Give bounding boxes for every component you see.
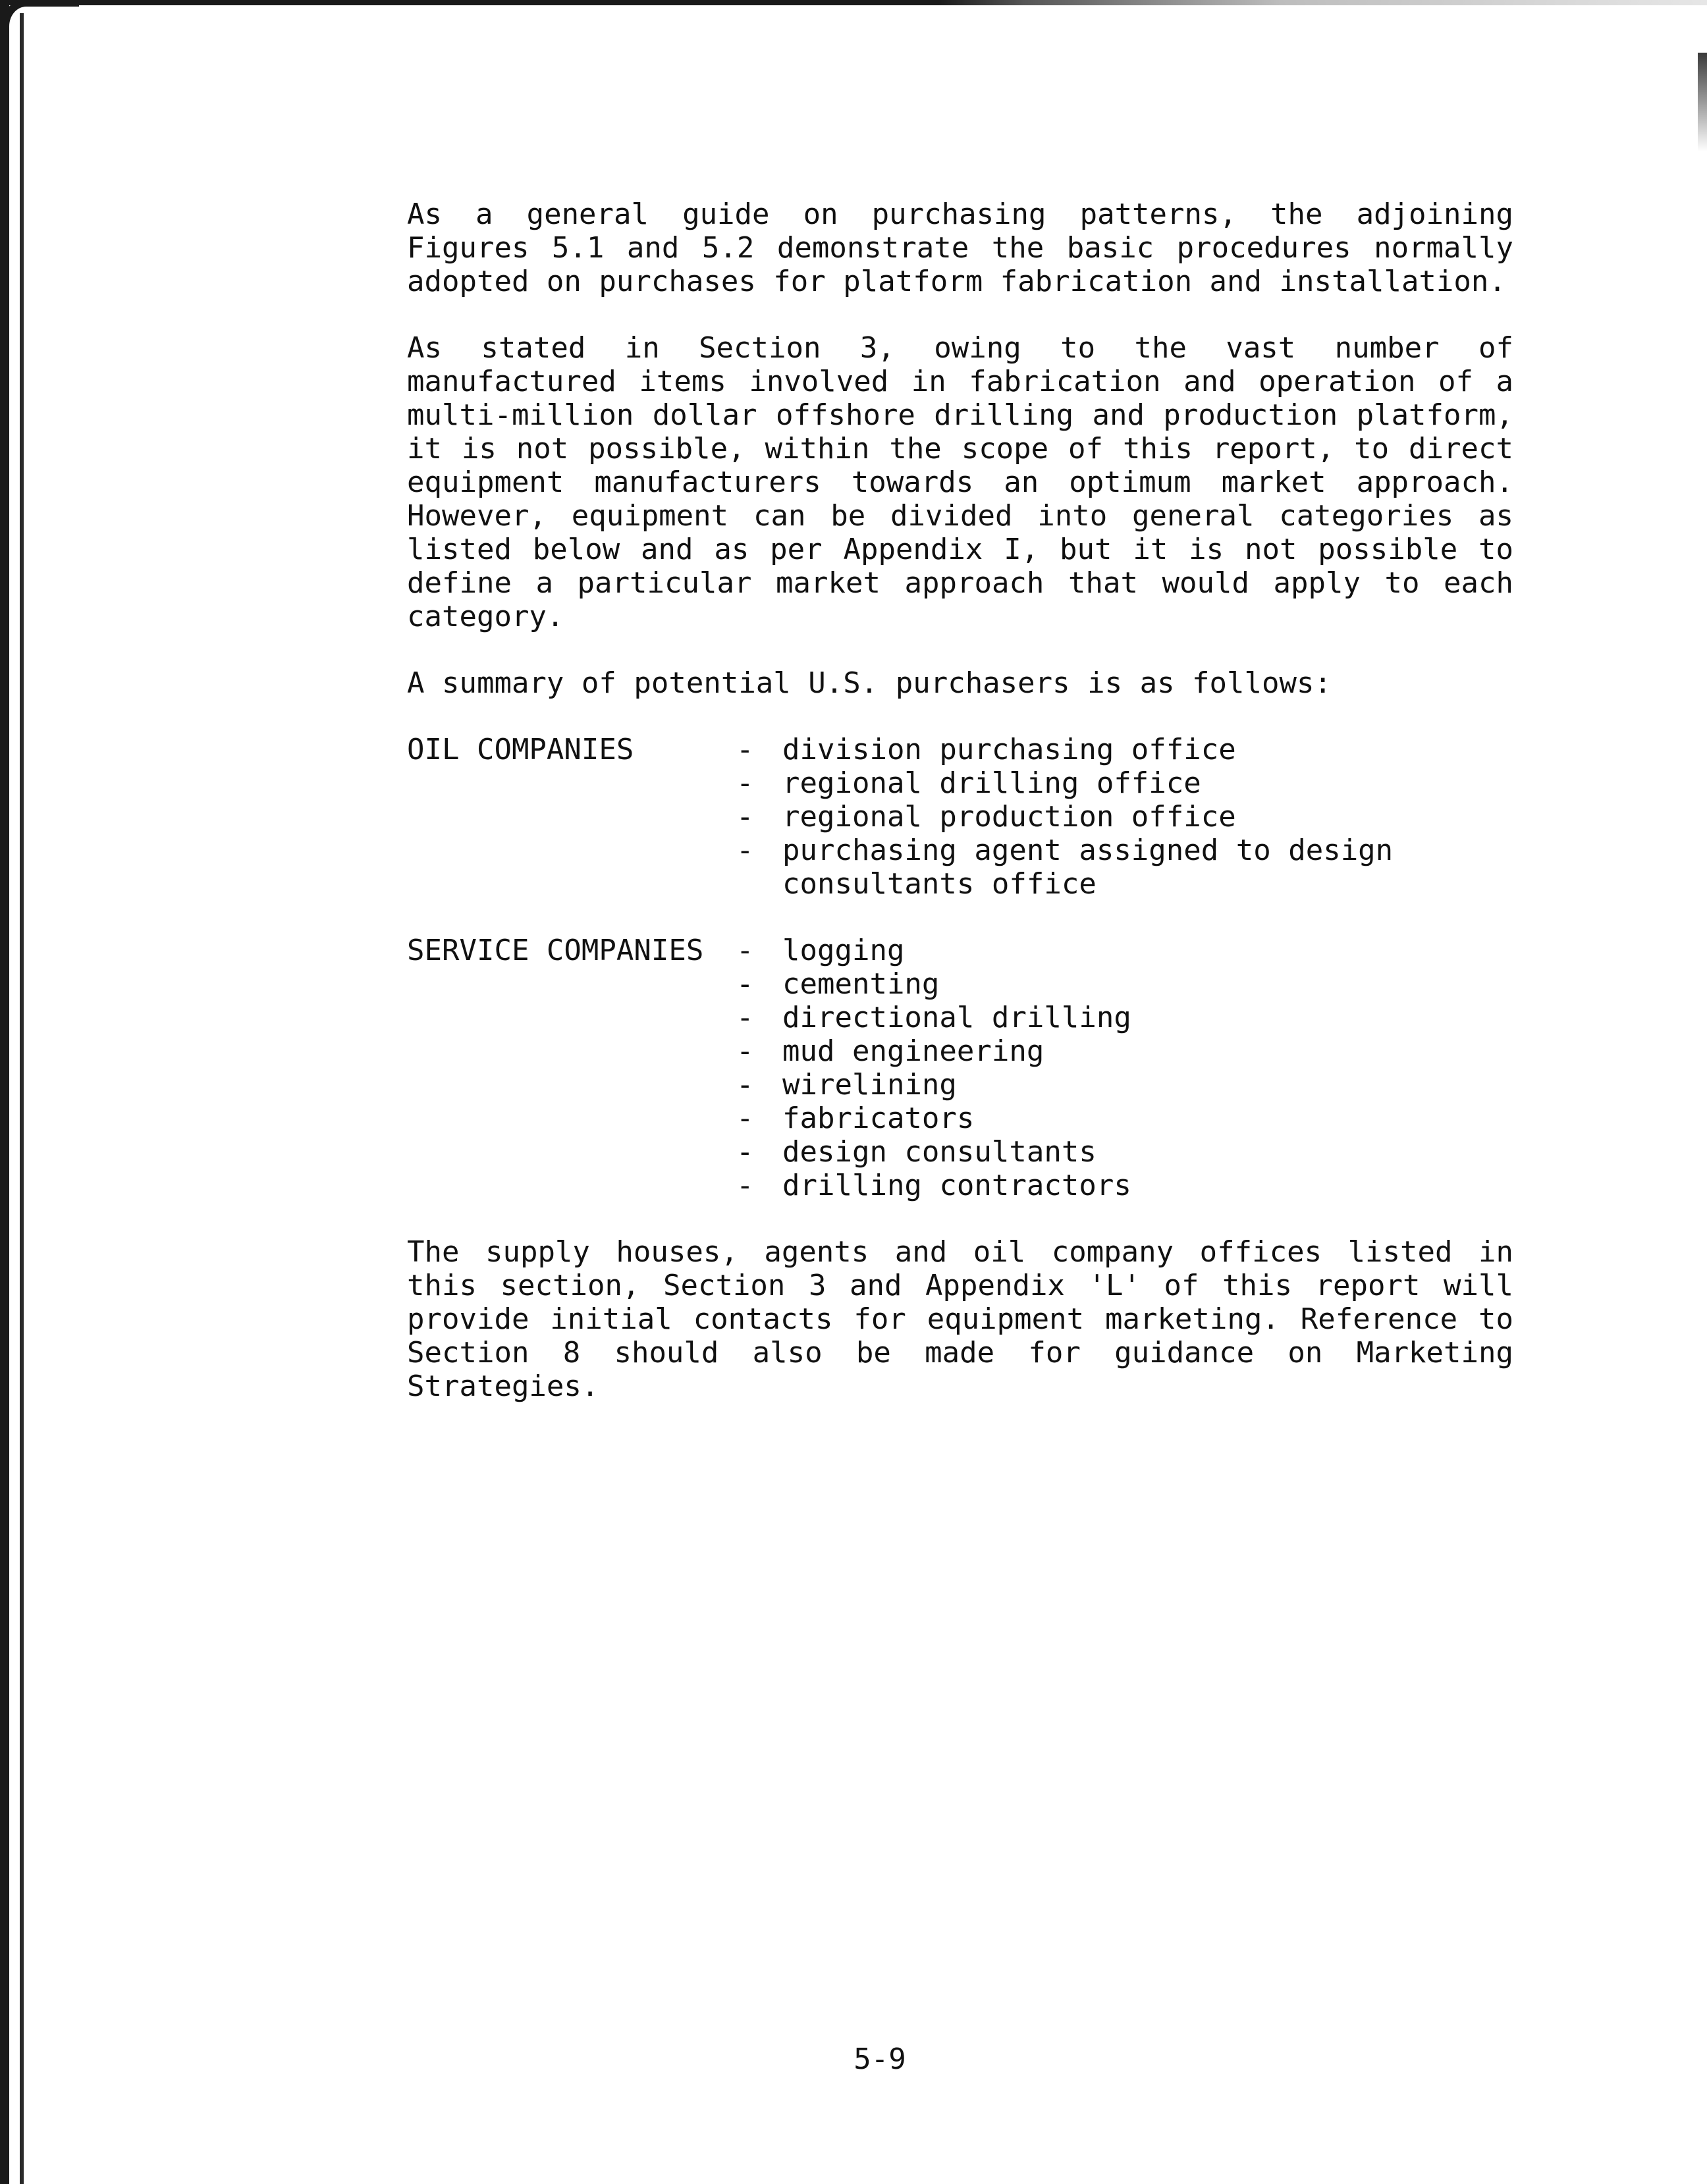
bullet-dash: -: [736, 834, 754, 867]
paragraph-purchasing-patterns: As a general guide on purchasing patterns, the adjoining Figures 5.1 and 5.2 demonstrate the basic procedures normally adopted on purchases for platform fabrication and installation.: [407, 198, 1513, 298]
paragraph-summary-intro: A summary of potential U.S. purchasers is as follows:: [407, 666, 1332, 700]
paragraph-equipment-categories: As stated in Section 3, owing to the vast number of manufactured items involved in fabrication and operation of a multi-million dollar offshore drilling and production platform, it is not possible, within the scope of this report, to direct equipment manufacturers towards an optimum market approach. However, equipment can be divided into general categories as listed below and as per Appendix I, but it is not possible to define a particular market approach that would apply to each category.: [407, 331, 1513, 633]
list-item-text: directional drilling: [782, 1001, 1131, 1034]
list-item-text: regional production office: [782, 800, 1236, 834]
scan-border-top: [0, 0, 1707, 5]
list-item-text: design consultants: [782, 1135, 1097, 1169]
list-item-text: division purchasing office: [782, 733, 1236, 766]
list-item: [736, 834, 1513, 901]
scan-border-right: [1698, 53, 1707, 151]
scan-border-left-inner: [20, 13, 24, 2184]
list-item-text: fabricators: [782, 1102, 975, 1135]
group-label: OIL COMPANIES: [407, 733, 634, 766]
bullet-dash: -: [736, 1068, 754, 1102]
paragraph-closing: The supply houses, agents and oil company offices listed in this section, Section 3 and Appendix 'L' of this report will provide initial contacts for equipment marketing. Reference to Section 8 should also be made for guidance on Marketing Strategies.: [407, 1235, 1513, 1403]
bullet-dash: -: [736, 1169, 754, 1202]
document-body: [407, 198, 1513, 1436]
list-item: [736, 1068, 1513, 1102]
list-item: [736, 1034, 1513, 1068]
list-item-text: mud engineering: [782, 1034, 1044, 1068]
list-item-text: wirelining: [782, 1068, 957, 1102]
list-item: [736, 1169, 1513, 1202]
group-item-list: [736, 934, 1513, 1202]
bullet-dash: -: [736, 967, 754, 1001]
page-number: 5-9: [853, 2042, 906, 2076]
scan-border-corner: [0, 0, 79, 26]
bullet-dash: -: [736, 934, 754, 967]
bullet-dash: -: [736, 1102, 754, 1135]
bullet-dash: -: [736, 1001, 754, 1034]
bullet-dash: -: [736, 800, 754, 834]
list-item-text: regional drilling office: [782, 766, 1201, 800]
purchaser-group-oil-companies: [407, 733, 1513, 901]
bullet-dash: -: [736, 733, 754, 766]
list-item: [736, 1102, 1513, 1135]
list-item: [736, 733, 1513, 766]
list-item: [736, 934, 1513, 967]
bullet-dash: -: [736, 1034, 754, 1068]
group-label: SERVICE COMPANIES: [407, 934, 704, 967]
bullet-dash: -: [736, 1135, 754, 1169]
list-item: [736, 1135, 1513, 1169]
purchaser-group-service-companies: [407, 934, 1513, 1202]
group-item-list: [736, 733, 1513, 901]
list-item: [736, 766, 1513, 800]
list-item: [736, 967, 1513, 1001]
list-item-text: drilling contractors: [782, 1169, 1131, 1202]
list-item: [736, 800, 1513, 834]
bullet-dash: -: [736, 766, 754, 800]
list-item-text: cementing: [782, 967, 940, 1001]
scan-border-left: [0, 0, 9, 2184]
list-item-text: logging: [782, 934, 905, 967]
list-item: [736, 1001, 1513, 1034]
list-item-text: purchasing agent assigned to design consultants office: [782, 834, 1394, 901]
